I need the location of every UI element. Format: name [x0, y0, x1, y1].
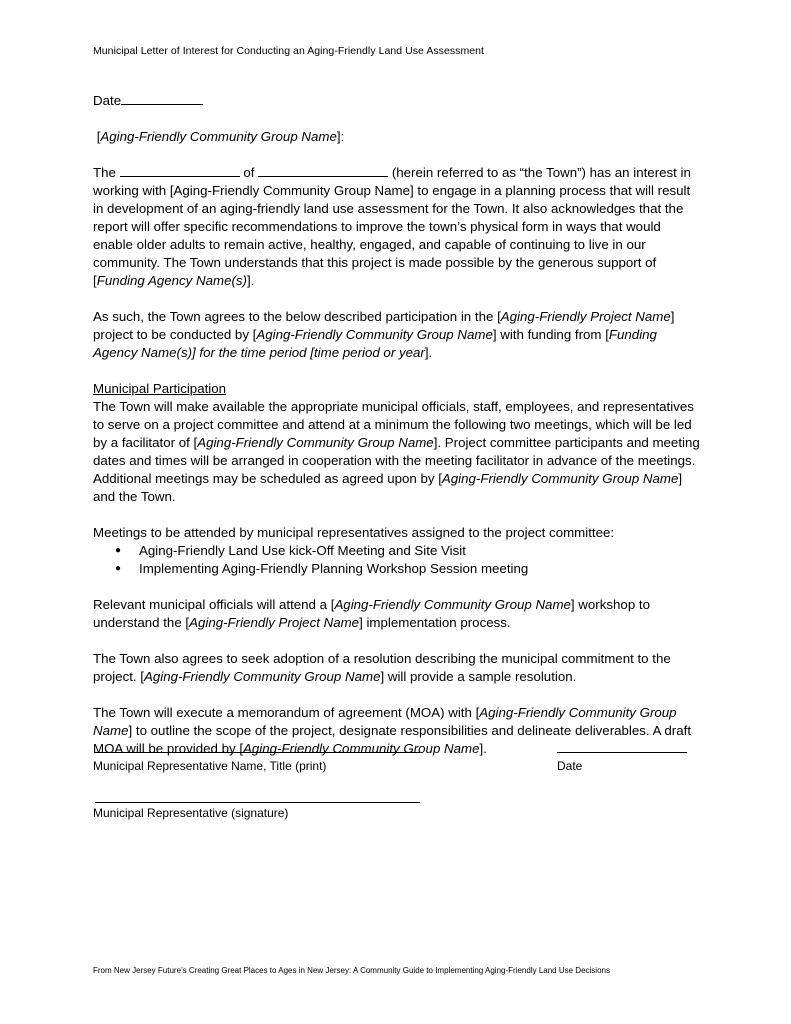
salutation-group-name: Aging-Friendly Community Group Name [100, 129, 337, 144]
list-item: ● Aging-Friendly Land Use kick-Off Meeting and Site Visit [139, 542, 703, 560]
meetings-intro: Meetings to be attended by municipal representatives assigned to the project committee: [93, 525, 615, 540]
section-heading: Municipal Participation [93, 381, 227, 396]
date-label: Date [93, 93, 122, 108]
paragraph-workshop: Relevant municipal officials will attend a [Aging-Friendly Community Group Name] workshop to understand the [Aging-Friendly Project Name] implementation process. [93, 597, 651, 630]
signature-date-label: Date [557, 759, 583, 773]
signature-label: Municipal Representative (signature) [93, 806, 289, 820]
municipality-type-blank[interactable] [120, 164, 240, 177]
page-footer: From New Jersey Future’s Creating Great Places to Ages in New Jersey: A Community Guide to Implementing Aging-Friendly Land Use Decisions [93, 966, 610, 975]
list-item: ● Implementing Aging-Friendly Planning Workshop Session meeting [139, 560, 703, 578]
name-title-label: Municipal Representative Name, Title (print) [93, 759, 327, 773]
salutation: [Aging-Friendly Community Group Name]: [96, 129, 345, 144]
date-blank[interactable] [121, 92, 203, 105]
paragraph-agreement: As such, the Town agrees to the below described participation in the [Aging-Friendly Project Name] project to be conducted by [Aging-Friendly Community Group Name] with funding from [Funding Agency Name(s)] for the time period [time period or year]. [93, 309, 675, 360]
letter-body [93, 92, 703, 776]
paragraph-participation: The Town will make available the appropriate municipal officials, staff, employees, and representatives to serve on a project committee and attend at a minimum the following two meetings, which will be led by a facilitator of [Aging-Friendly Community Group Name]. Project committee participants and meeting dates and times will be arranged in cooperation with the meeting facilitator in advance of the meetings. Additional meetings may be scheduled as agreed upon by [Aging-Friendly Community Group Name] and the Town. [93, 399, 700, 504]
name-title-signature-line[interactable] [95, 752, 420, 753]
paragraph-interest: The of (herein referred to as “the Town”) has an interest in working with [Aging-Friendly Community Group Name] to engage in a planning process that will result in development of an aging-friendly land use assessment for the Town. It also acknowledges that the report will offer specific recommendations to improve the town’s physical form in ways that would enable older adults to remain active, healthy, engaged, and capable of continuing to live in our community. The Town understands that this project is made possible by the generous support of [Funding Agency Name(s)]. [93, 165, 691, 288]
page-header: Municipal Letter of Interest for Conducting an Aging-Friendly Land Use Assessment [93, 45, 485, 57]
signature-line[interactable] [95, 802, 420, 803]
date-line [93, 92, 703, 110]
paragraph-resolution: The Town also agrees to seek adoption of a resolution describing the municipal commitment to the project. [Aging-Friendly Community Group Name] will provide a sample resolution. [93, 651, 671, 684]
meetings-list [93, 542, 703, 578]
paragraph-moa: The Town will execute a memorandum of agreement (MOA) with [Aging-Friendly Community Group Name] to outline the scope of the project, designate responsibilities and delineate deliverables. A draft MOA will be provided by [Aging-Friendly Community Group Name]. [93, 705, 692, 756]
municipality-name-blank[interactable] [258, 164, 388, 177]
date-signature-line[interactable] [557, 752, 687, 753]
